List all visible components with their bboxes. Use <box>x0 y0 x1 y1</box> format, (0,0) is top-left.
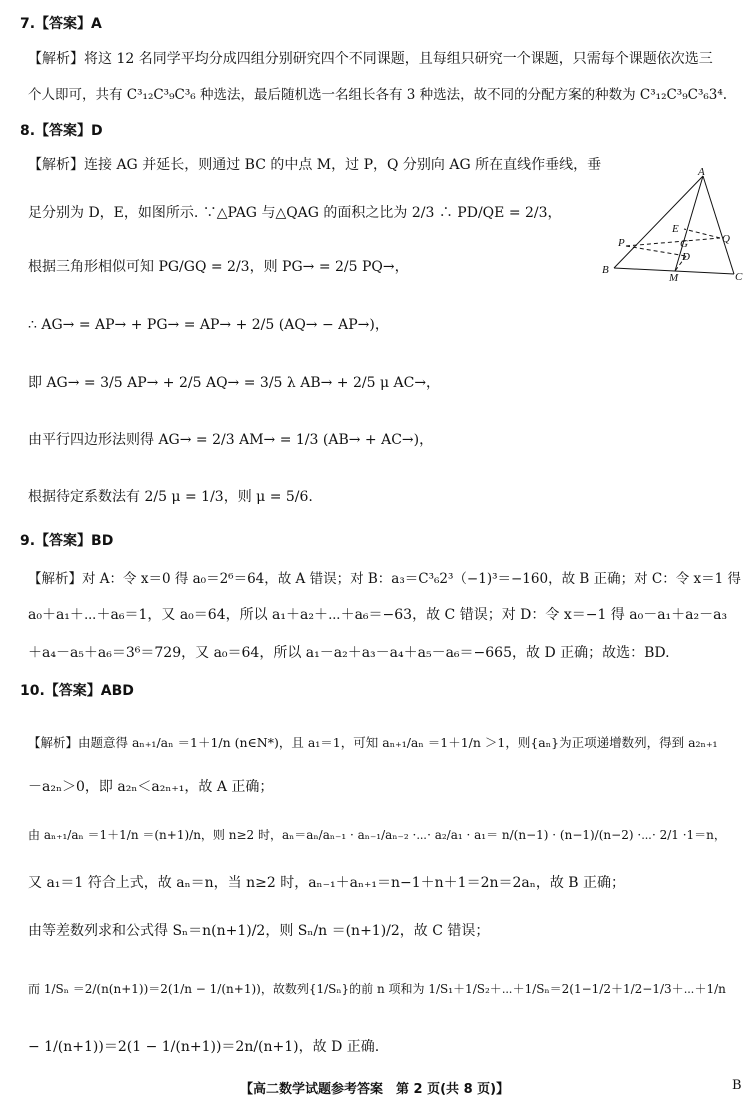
label-A: A <box>698 166 705 178</box>
q10-explanation-line7: − 1/(n+1))＝2(1 − 1/(n+1))＝2n/(n+1)，故 D 正确. <box>28 1039 380 1055</box>
q8-explanation-line7: 根据待定系数法有 2/5 μ = 1/3，则 μ = 5/6. <box>28 489 313 505</box>
q7-answer: 7.【答案】A <box>20 16 102 32</box>
label-D: D <box>682 251 690 263</box>
label-P: P <box>618 237 625 249</box>
label-C: C <box>735 271 743 283</box>
q9-answer: 9.【答案】BD <box>20 533 114 549</box>
q8-explanation-line4: ∴ AG→ = AP→ + PG→ = AP→ + 2/5 (AQ→ − AP→)， <box>28 317 389 333</box>
label-Q: Q <box>722 233 730 245</box>
label-B: B <box>602 264 609 276</box>
page-version-letter: B <box>732 1078 742 1093</box>
q7-explanation-line1: 【解析】将这 12 名同学平均分成四组分别研究四个不同课题，且每组只研究一个课题，只需每个课题依次选三 <box>28 51 713 67</box>
q8-explanation-line6: 由平行四边形法则得 AG→ = 2/3 AM→ = 1/3 (AB→ + AC→)， <box>28 432 434 448</box>
label-E: E <box>672 223 679 235</box>
q8-answer: 8.【答案】D <box>20 123 103 139</box>
q10-answer: 10.【答案】ABD <box>20 683 134 699</box>
q10-explanation-line4: 又 a₁＝1 符合上式，故 aₙ＝n，当 n≥2 时，aₙ₋₁＋aₙ₊₁＝n−1＋n＋1＝2n＝2aₙ，故 B 正确； <box>28 875 626 891</box>
q9-explanation-line1: 【解析】对 A：令 x＝0 得 a₀＝2⁶＝64，故 A 错误；对 B：a₃＝C³₆2³（−1)³＝−160，故 B 正确；对 C：令 x＝1 得 <box>28 571 741 587</box>
label-M: M <box>669 272 679 284</box>
q9-explanation-line2: a₀＋a₁＋⋯＋a₆＝1，又 a₀＝64，所以 a₁＋a₂＋⋯＋a₆＝−63，故 C 错误；对 D：令 x＝−1 得 a₀－a₁＋a₂－a₃ <box>28 607 728 623</box>
q8-explanation-line1: 【解析】连接 AG 并延长，则通过 BC 的中点 M，过 P，Q 分别向 AG 所在直线作垂线，垂 <box>28 157 602 173</box>
q10-explanation-line3: 由 aₙ₊₁/aₙ ＝1＋1/n ＝(n+1)/n，则 n≥2 时，aₙ＝aₙ/aₙ₋₁ · aₙ₋₁/aₙ₋₂ ·⋯· a₂/a₁ · a₁＝ n/(n−1) · (n−1)/(n−2) ·⋯· 2/1 ·1＝n， <box>28 828 726 842</box>
q7-explanation-line2: 个人即可，共有 C³₁₂C³₉C³₆ 种选法，最后随机选一名组长各有 3 种选法，故不同的分配方案的种数为 C³₁₂C³₉C³₆3⁴. <box>28 87 728 103</box>
triangle-figure <box>598 166 748 284</box>
q8-explanation-line3: 根据三角形相似可知 PG/GQ = 2/3，则 PG→ = 2/5 PQ→， <box>28 259 409 275</box>
q10-explanation-line5: 由等差数列求和公式得 Sₙ＝n(n+1)/2，则 Sₙ/n ＝(n+1)/2，故 C 错误； <box>28 923 490 939</box>
label-G: G <box>680 238 688 250</box>
q10-explanation-line1: 【解析】由题意得 aₙ₊₁/aₙ ＝1＋1/n (n∈N*)，且 a₁＝1，可知 aₙ₊₁/aₙ ＝1＋1/n ＞1，则{aₙ}为正项递增数列，得到 a₂ₙ₊₁ <box>28 735 718 750</box>
q10-explanation-line2: －a₂ₙ＞0，即 a₂ₙ＜a₂ₙ₊₁，故 A 正确； <box>28 779 274 795</box>
q8-explanation-line5: 即 AG→ = 3/5 AP→ + 2/5 AQ→ = 3/5 λ AB→ + 2/5 μ AC→， <box>28 375 441 391</box>
q10-explanation-line6: 而 1/Sₙ ＝2/(n(n+1))＝2(1/n − 1/(n+1))，故数列{1/Sₙ}的前 n 项和为 1/S₁＋1/S₂＋⋯＋1/Sₙ＝2(1−1/2＋1/2−1/3＋⋯＋1/n <box>28 982 726 996</box>
q9-explanation-line3: ＋a₄－a₅＋a₆＝3⁶＝729，又 a₀＝64，所以 a₁－a₂＋a₃－a₄＋a₅－a₆＝−665，故 D 正确；故选：BD. <box>28 645 670 661</box>
page-footer: 【高二数学试题参考答案 第 2 页(共 8 页)】 <box>240 1082 510 1097</box>
q8-explanation-line2: 足分别为 D，E，如图所示. ∵△PAG 与△QAG 的面积之比为 2/3 ∴ PD/QE = 2/3， <box>28 205 562 221</box>
